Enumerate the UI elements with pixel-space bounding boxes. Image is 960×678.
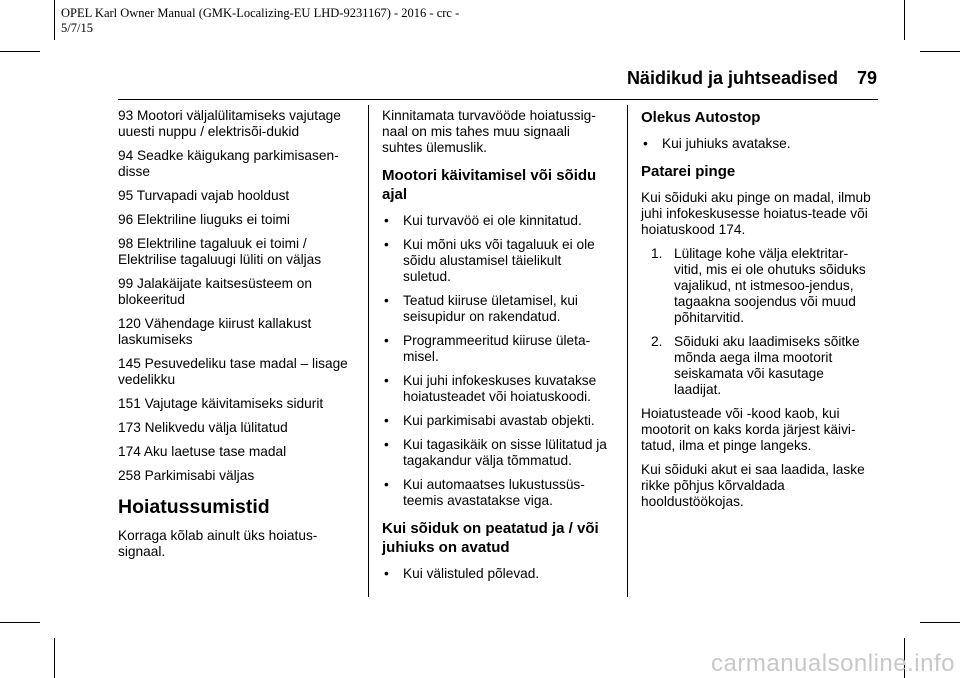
bullet-glyph: • (384, 437, 389, 452)
list-item-text: Sõiduki aku laadimiseks sõitke mõnda aega ilma mootorit seiskamata või kasutage laadijat. (674, 334, 860, 397)
bullet-glyph: • (384, 413, 389, 428)
crop-mark (920, 622, 960, 623)
list-item-text: Programmeeritud kiiruse ületa-misel. (403, 333, 591, 364)
list-item (641, 246, 873, 326)
column-divider (368, 105, 369, 597)
code-item: 173 Nelikvedu välja lülitatud (118, 420, 288, 435)
list-item-text: Kui juhiuks avatakse. (662, 136, 791, 151)
crop-mark (920, 51, 960, 52)
paragraph: Hoiatusteade või -kood kaob, kui mootorit on kaks korda järjest käivi-tatud, ilma et pinge langeks. (641, 406, 856, 453)
list-item (382, 237, 610, 285)
list-item-text: Kui automaatses lukustussüs-teemis avastatakse viga. (403, 477, 585, 508)
bullet-glyph: • (384, 566, 389, 581)
list-item-text: Kui parkimisabi avastab objekti. (403, 413, 595, 428)
list-item-text: Kui välistuled põlevad. (403, 566, 540, 581)
bullet-glyph: • (384, 237, 389, 252)
list-item-text: Kui juhi infokeskuses kuvatakse hoiatusteadet või hoiatuskoodi. (403, 373, 597, 404)
list-item (382, 293, 610, 325)
numbered-list (641, 246, 873, 398)
column-3 (641, 108, 873, 518)
section-title: Näidikud ja juhtseadised (626, 68, 838, 88)
list-item (641, 136, 873, 152)
crop-mark (904, 0, 905, 40)
code-item: 93 Mootori väljalülitamiseks vajutage uuesti nuppu / elektrisõi-dukid (118, 108, 341, 139)
bullet-glyph: • (384, 213, 389, 228)
list-item (382, 373, 610, 405)
column-1 (118, 108, 358, 568)
list-item (382, 477, 610, 509)
code-item: 99 Jalakäijate kaitsesüsteem on blokeeritud (118, 276, 313, 307)
code-item: 98 Elektriline tagaluuk ei toimi / Elektrilise tagaluugi lüliti on väljas (118, 236, 322, 267)
subsection-heading: Kui sõiduk on peatatud ja / või juhiuks on avatud (382, 520, 599, 556)
code-item: 120 Vähendage kiirust kallakust laskumiseks (118, 316, 312, 347)
bullet-list (382, 566, 610, 582)
meta-line-1: OPEL Karl Owner Manual (GMK-Localizing-EU LHD-9231167) - 2016 - crc - (61, 6, 460, 20)
list-item-text: Kui mõni uks või tagaluuk ei ole sõidu alustamisel täielikult suletud. (403, 237, 595, 284)
column-divider (627, 105, 628, 597)
bullet-glyph: • (384, 477, 389, 492)
list-item (382, 437, 610, 469)
crop-mark (54, 638, 55, 678)
list-item (641, 334, 873, 398)
bullet-glyph: • (384, 293, 389, 308)
code-item: 258 Parkimisabi väljas (118, 468, 255, 483)
watermark: carmanualsonline.info (711, 650, 955, 677)
code-item: 94 Seadke käigukang parkimisasen-disse (118, 148, 339, 179)
subsection-heading: Patarei pinge (641, 163, 736, 180)
header-rule (118, 99, 878, 100)
crop-mark (54, 0, 55, 40)
step-number: 1. (651, 246, 663, 261)
list-item-text: Lülitage kohe välja elektritar-vitid, mis ei ole ohutuks sõiduks vajalikud, nt istmesoo-jendus, tagaakna soojendus või muud põhitarvitid. (674, 246, 866, 325)
crop-mark (0, 51, 40, 52)
page-number: 79 (856, 68, 877, 88)
code-item: 96 Elektriline liuguks ei toimi (118, 212, 290, 227)
paragraph: Kui sõiduki akut ei saa laadida, laske rikke põhjus kõrvaldada hooldustöökojas. (641, 462, 865, 509)
bullet-glyph: • (384, 333, 389, 348)
bullet-glyph: • (384, 373, 389, 388)
column-2 (382, 108, 610, 590)
meta-line-2: 5/7/15 (61, 21, 93, 35)
subsection-heading: Olekus Autostop (641, 109, 761, 126)
code-item: 145 Pesuvedeliku tase madal – lisage vedelikku (118, 356, 348, 387)
code-item: 151 Vajutage käivitamiseks sidurit (118, 396, 324, 411)
list-item-text: Kui turvavöö ei ole kinnitatud. (403, 213, 582, 228)
document-meta (61, 6, 531, 36)
crop-mark (0, 622, 40, 623)
bullet-list (641, 136, 873, 152)
paragraph: Kui sõiduki aku pinge on madal, ilmub juhi infokeskusesse hoiatus-teade või hoiatuskood 174. (641, 190, 871, 237)
list-item (382, 333, 610, 365)
list-item (382, 566, 610, 582)
bullet-list (382, 213, 610, 509)
code-item: 174 Aku laetuse tase madal (118, 444, 287, 459)
paragraph: Kinnitamata turvavööde hoiatussig-naal on mis tahes muu signaali suhtes ülemuslik. (382, 108, 596, 155)
section-heading: Hoiatussumistid (118, 496, 270, 518)
step-number: 2. (651, 334, 663, 349)
list-item-text: Teatud kiiruse ületamisel, kui seisupidur on rakendatud. (403, 293, 578, 324)
list-item-text: Kui tagasikäik on sisse lülitatud ja tagakandur välja tõmmatud. (403, 437, 607, 468)
code-item: 95 Turvapadi vajab hooldust (118, 188, 290, 203)
bullet-glyph: • (643, 136, 648, 151)
list-item (382, 213, 610, 229)
subsection-heading: Mootori käivitamisel või sõidu ajal (382, 167, 597, 203)
paragraph: Korraga kõlab ainult üks hoiatus-signaal. (118, 528, 318, 559)
list-item (382, 413, 610, 429)
